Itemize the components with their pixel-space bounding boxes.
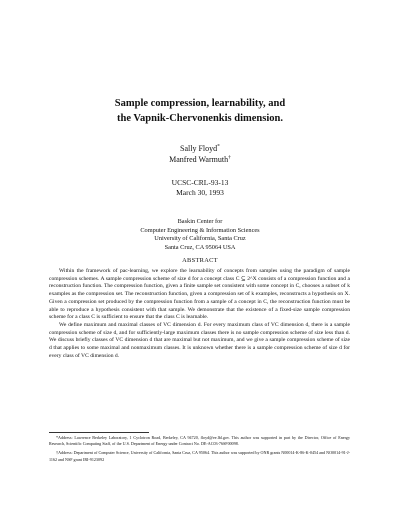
affiliation-line-4: Santa Cruz, CA 95064 USA	[164, 243, 236, 251]
author-1	[40, 143, 360, 154]
author-1-name: Sally Floyd	[180, 144, 218, 153]
abstract-body	[49, 268, 350, 360]
author-2	[40, 154, 360, 165]
author-2-name: Manfred Warmuth	[169, 155, 229, 164]
abstract-heading: ABSTRACT	[182, 257, 218, 264]
footnote-1: *Address: Lawrence Berkeley Laboratory, 1 Cyclotron Road, Berkeley, CA 94720, floyd@ee.lbl.gov. This author was supported in part by the Director, Office of Energy Research, Scientific Computing Staff, of the U.S. Department of Energy under Contract No. DE-AC03-76SF00098.	[49, 435, 350, 447]
footnotes	[49, 435, 350, 466]
title-line-1: Sample compression, learnability, and	[114, 98, 286, 109]
author-block	[40, 143, 360, 165]
author-1-mark: *	[217, 143, 220, 150]
abstract-paragraph-2: We define maximum and maximal classes of VC dimension d. For every maximum class of VC dimension d, there is a sample compression scheme of size d, and for sufficiently-large maximum classes there is no sample compression scheme of size less than d. We discuss briefly classes of VC dimension d that are maximal but not maximum, and we give a sample compression scheme of size d that applies to some maximal and nonmaximum classes. It is unknown whether there is a sample compression scheme of size d for every class of VC dimension d.	[49, 321, 350, 359]
footnote-2: †Address: Department of Computer Science, University of California, Santa Cruz, CA 95064. This author was supported by ONR grants N00014-K-86-K-0454 and NO0014-91-J-1162 and NSF grant IRI-9123092	[49, 450, 350, 462]
footnote-rule	[49, 432, 149, 433]
affiliation-line-2: Computer Engineering & Information Sciences	[140, 226, 260, 234]
affiliation-line-1: Baskin Center for	[177, 218, 223, 225]
author-2-mark: †	[228, 154, 231, 161]
abstract-paragraph-1: Within the framework of pac-learning, we explore the learnability of concepts from samples using the paradigm of sample compression schemes. A sample compression scheme of size d for a concept class C ⊆ 2^X consists of a compression function and a reconstruction function. The compression function, given a finite sample set consistent with some concept in C, chooses a subset of k examples as the compression set. The reconstruction function, given a compression set of k examples, reconstructs a hypothesis on X. Given a compression set produced by the compression function from a sample of a concept in C, the reconstruction function must be able to reproduce a hypothesis consistent with that sample. We demonstrate that the existence of a fixed-size sample compression scheme for a class C is sufficient to ensure that the class C is learnable.	[49, 268, 350, 321]
paper-title	[40, 96, 360, 126]
affiliation-line-3: University of California, Santa Cruz	[154, 235, 246, 243]
report-number: UCSC-CRL-93-13	[171, 178, 229, 187]
report-date: March 30, 1993	[176, 188, 224, 197]
title-line-2: the Vapnik-Chervonenkis dimension.	[116, 113, 283, 124]
affiliation-block	[40, 218, 360, 252]
report-info	[40, 178, 360, 198]
